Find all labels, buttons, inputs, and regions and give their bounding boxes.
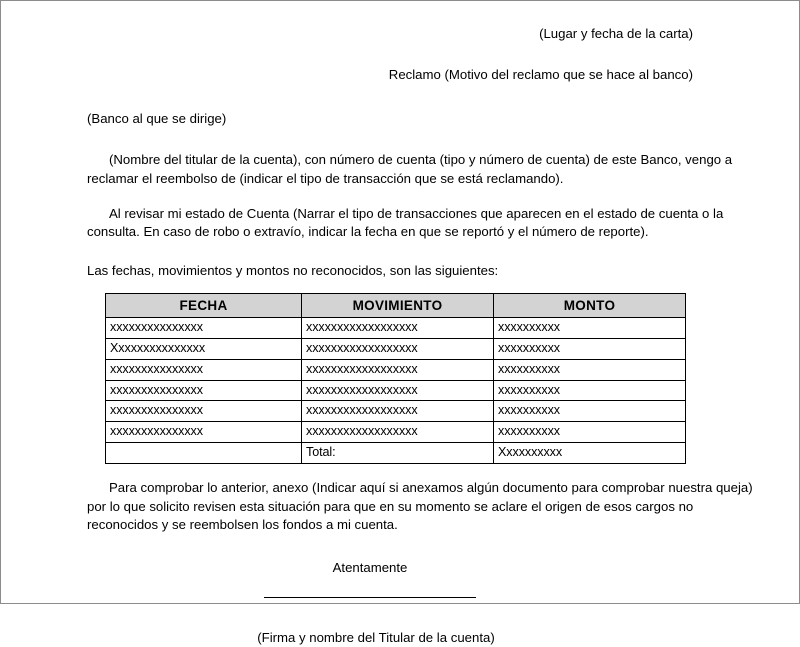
table-head <box>106 293 686 317</box>
table-row <box>106 380 686 401</box>
cell-movimiento: xxxxxxxxxxxxxxxxxx <box>302 338 494 359</box>
letter-body <box>1 1 799 645</box>
signature-line-container <box>39 588 761 607</box>
addressee-line: (Banco al que se dirige) <box>87 111 227 127</box>
cell-monto: xxxxxxxxxx <box>494 422 686 443</box>
cell-fecha: xxxxxxxxxxxxxxx <box>106 359 302 380</box>
cell-fecha: xxxxxxxxxxxxxxx <box>106 380 302 401</box>
cell-fecha: xxxxxxxxxxxxxxx <box>106 401 302 422</box>
table-row <box>106 422 686 443</box>
column-header-monto: MONTO <box>494 293 686 317</box>
cell-movimiento: xxxxxxxxxxxxxxxxxx <box>302 380 494 401</box>
column-header-fecha: FECHA <box>106 293 302 317</box>
list-intro-text: Las fechas, movimientos y montos no reconocidos, son las siguientes: <box>87 263 499 279</box>
table-row <box>106 359 686 380</box>
table-row <box>106 317 686 338</box>
cell-monto: xxxxxxxxxx <box>494 338 686 359</box>
table-row <box>106 401 686 422</box>
paragraph-3-text: Para comprobar lo anterior, anexo (Indicar aquí si anexamos algún documento para comprobar nuestra queja) por lo que solicito revisen esta situación para que en su momento se aclare el origen de esos cargos no reconocidos y se reembolsen los fondos a mi cuenta. <box>87 480 753 533</box>
subject-line: Reclamo (Motivo del reclamo que se hace al banco) <box>388 66 693 82</box>
table-intro-line <box>39 262 761 281</box>
column-header-movimiento: MOVIMIENTO <box>302 293 494 317</box>
cell-fecha: xxxxxxxxxxxxxxx <box>106 317 302 338</box>
cell-movimiento: xxxxxxxxxxxxxxxxxx <box>302 359 494 380</box>
cell-empty <box>106 443 302 464</box>
table-header-row <box>106 293 686 317</box>
unrecognized-movements-table <box>105 293 686 464</box>
cell-movimiento: xxxxxxxxxxxxxxxxxx <box>302 422 494 443</box>
cell-total-label: Total: <box>302 443 494 464</box>
paragraph-account-claim <box>39 151 761 188</box>
cell-movimiento: xxxxxxxxxxxxxxxxxx <box>302 401 494 422</box>
paragraph-attachments <box>39 479 761 535</box>
table-body <box>106 317 686 463</box>
table-row <box>106 338 686 359</box>
place-and-date-line: (Lugar y fecha de la carta) <box>539 26 693 41</box>
cell-monto: xxxxxxxxxx <box>494 317 686 338</box>
paragraph-1-text: (Nombre del titular de la cuenta), con número de cuenta (tipo y número de cuenta) de este Banco, vengo a reclamar el reembolso de (indicar el tipo de transacción que se está reclamando). <box>87 152 733 186</box>
cell-movimiento: xxxxxxxxxxxxxxxxxx <box>302 317 494 338</box>
signature-caption: (Firma y nombre del Titular de la cuenta) <box>257 629 495 645</box>
cell-fecha: xxxxxxxxxxxxxxx <box>106 422 302 443</box>
cell-total-value: Xxxxxxxxxx <box>494 443 686 464</box>
signature-rule <box>264 597 476 598</box>
cell-monto: xxxxxxxxxx <box>494 401 686 422</box>
cell-monto: xxxxxxxxxx <box>494 359 686 380</box>
cell-monto: xxxxxxxxxx <box>494 380 686 401</box>
closing-line: Atentamente <box>332 560 408 576</box>
paragraph-statement-review <box>39 205 761 242</box>
table-total-row <box>106 443 686 464</box>
paragraph-2-text: Al revisar mi estado de Cuenta (Narrar el tipo de transacciones que aparecen en el estado de cuenta o la consulta. En caso de robo o extravío, indicar la fecha en que se reportó y el número de reporte). <box>87 205 724 240</box>
cell-fecha: Xxxxxxxxxxxxxxx <box>106 338 302 359</box>
